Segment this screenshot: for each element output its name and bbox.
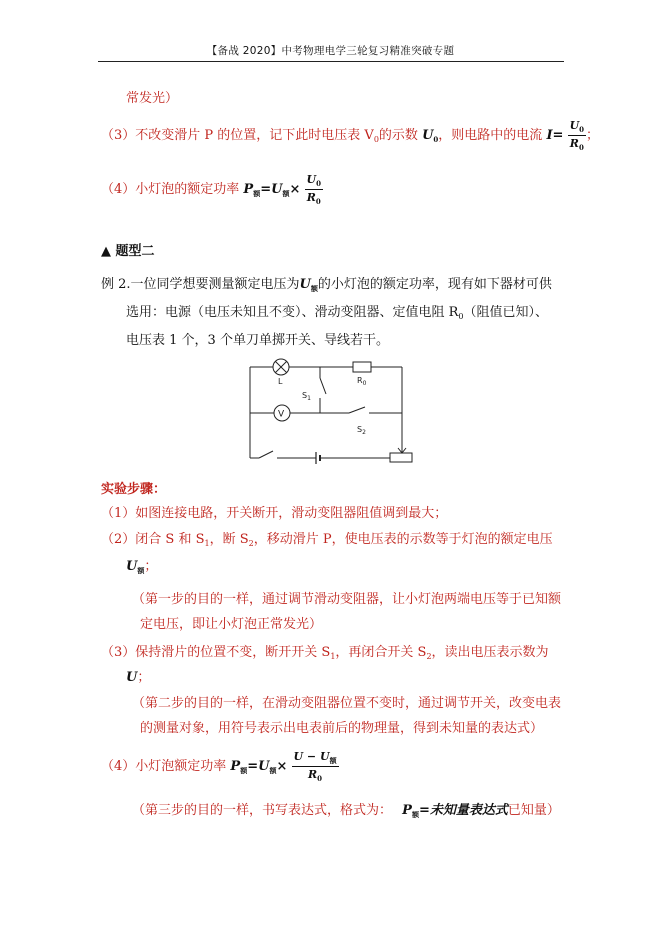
step-2: （2）闭合 S 和 $S_1$，断 $S_2$，移动滑片 P，使电压表的示数等于灯泡的额定电压 (101, 532, 553, 548)
switch-s-icon (259, 451, 273, 458)
step3-previous: （3）不改变滑片 P 的位置，记下此时电压表 $V_0$的示数 $U_0$，则电路中的电流 I= $\frac{U_0}{R_0}$ ； (101, 119, 600, 152)
s2-label: $S_2$ (357, 425, 366, 436)
header-rule (98, 61, 564, 62)
step-2-var: $U_额$； (126, 559, 158, 575)
note-1-line-1: （第一步的目的一样，通过调节滑动变阻器，让小灯泡两端电压等于已知额 (132, 592, 562, 607)
step-3-var: U； (126, 670, 151, 685)
note-2-line-2: 的测量对象，用符号表示出电表前后的物理量，得到未知量的表达式） (140, 721, 544, 736)
step-1: （1）如图连接电路，开关断开，滑动变阻器阻值调到最大； (101, 506, 448, 521)
rheostat-icon (390, 453, 412, 462)
steps-heading: 实验步骤： (101, 482, 167, 497)
note-2-line-1: （第二步的目的一样，在滑动变阻器位置不变时，通过调节开关，改变电表 (132, 696, 562, 711)
voltmeter-label: V (278, 409, 285, 420)
s1-label: $S_1$ (302, 391, 311, 402)
lamp-label: L (278, 377, 283, 386)
continued-line: 常发光） (126, 91, 179, 106)
step4-previous: （4）小灯泡的额定功率 $P_额=U_额\times$ $\frac{U_0}{R_0}$ (101, 173, 321, 206)
page-header: 【备战 2020】中考物理电学三轮复习精准突破专题 (206, 45, 455, 57)
circuit-diagram (240, 352, 420, 470)
r0-label: $R_0$ (357, 376, 367, 387)
resistor-r0-icon (353, 362, 371, 372)
section-title: ▲ 题型二 (101, 244, 155, 259)
example-line-3: 电压表 1 个，3 个单刀单掷开关、导线若干。 (126, 333, 389, 348)
step-3: （3）保持滑片的位置不变，断开开关 $S_1$，再闭合开关 $S_2$，读出电压表示数为 (101, 645, 549, 661)
example-line-1: 例 2.一位同学想要测量额定电压为$U_额$的小灯泡的额定功率，现有如下器材可供 (101, 277, 552, 293)
example-line-2: 选用：电源（电压未知且不变）、滑动变阻器、定值电阻 $R_0$（阻值已知）、 (126, 305, 549, 321)
switch-s2-icon (349, 407, 365, 413)
step-4: （4）小灯泡额定功率 $P_额=U_额\times$ $\frac{U - U_额}{R_0}$ (101, 750, 337, 783)
switch-s1-icon (320, 378, 326, 394)
note-3: （第三步的目的一样，书写表达式，格式为： $P_额=$未知量表达式已知量） (132, 803, 560, 819)
note-1-line-2: 定电压，即让小灯泡正常发光） (140, 617, 323, 632)
